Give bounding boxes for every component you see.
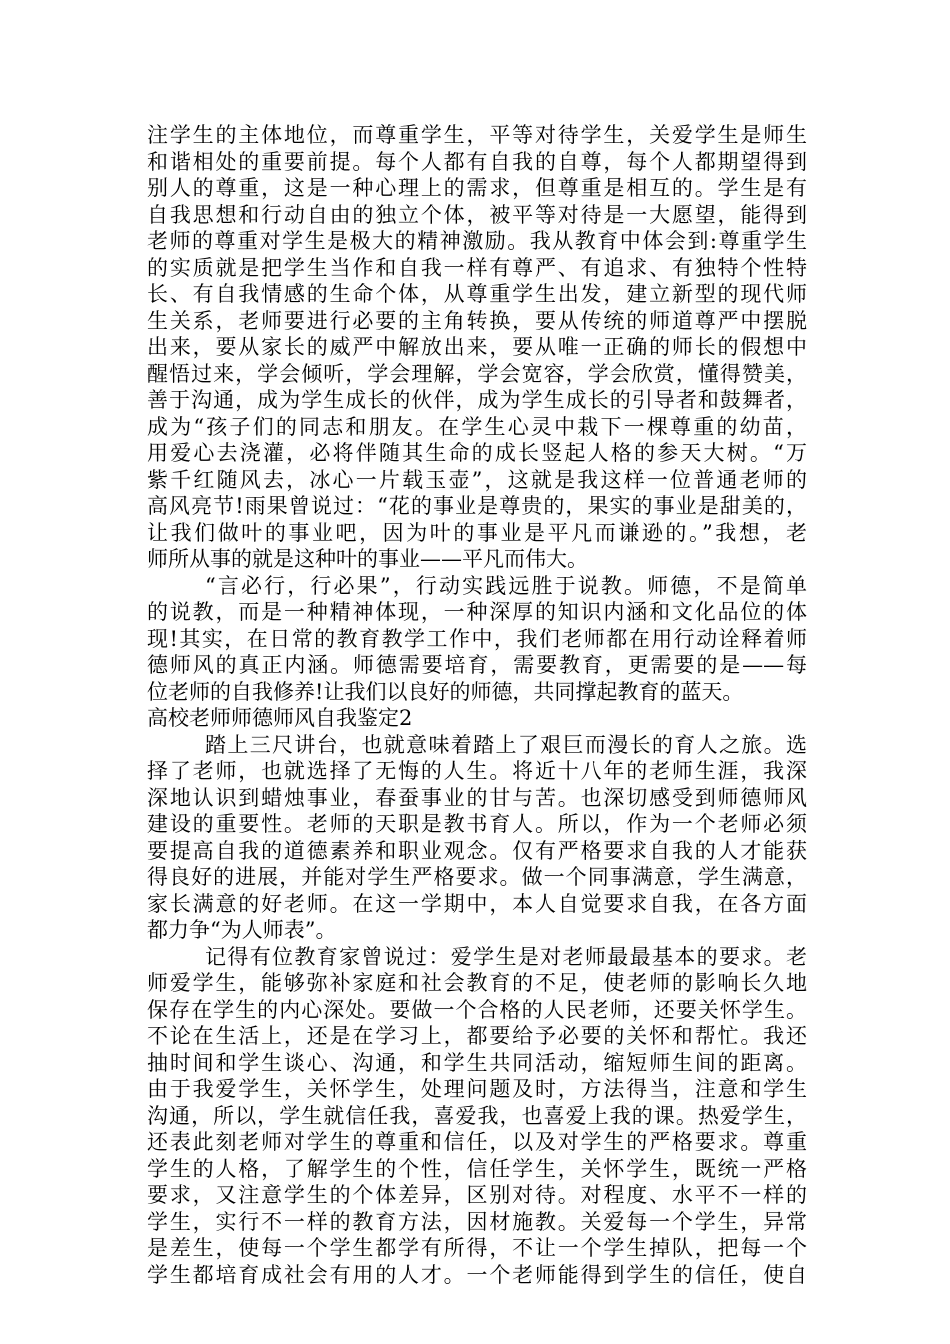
text-line: 师爱学生，能够弥补家庭和社会教育的不足，使老师的影响长久地 [147,971,807,995]
text-line: 保存在学生的内心深处。要做一个合格的人民老师，还要关怀学生。 [147,997,807,1022]
text-line: 让我们做叶的事业吧，因为叶的事业是平凡而谦逊的。”我想，老 [147,520,807,545]
text-line: 记得有位教育家曾说过：爱学生是对老师最最基本的要求。老 [205,944,807,969]
text-line: 师所从事的就是这种叶的事业——平凡而伟大。 [147,547,588,571]
text-line: 醒悟过来，学会倾听，学会理解，学会宽容，学会欣赏，懂得赞美， [147,361,807,386]
text-line: 长、有自我情感的生命个体，从尊重学生出发，建立新型的现代师 [147,282,807,306]
text-line: 学生，实行不一样的教育方法，因材施教。关爱每一个学生，异常 [147,1209,807,1234]
text-line: 抽时间和学生谈心、沟通，和学生共同活动，缩短师生间的距离。 [147,1050,807,1075]
text-line: 沟通，所以，学生就信任我，喜爱我，也喜爱上我的课。热爱学生， [147,1103,807,1128]
text-line: 深地认识到蜡烛事业，春蚕事业的甘与苦。也深切感受到师德师风 [147,785,807,810]
text-line: 家长满意的好老师。在这一学期中，本人自觉要求自我，在各方面 [147,891,807,916]
text-line: 的说教，而是一种精神体现，一种深厚的知识内涵和文化品位的体 [147,600,807,624]
text-line: 要求，又注意学生的个体差异，区别对待。对程度、水平不一样的 [147,1183,807,1207]
text-line: 自我思想和行动自由的独立个体，被平等对待是一大愿望，能得到 [147,202,807,227]
text-line: 都力争“为人师表”。 [147,918,337,942]
text-line: 紫千红随风去，冰心一片载玉壶”，这就是我这样一位普通老师的 [147,467,807,492]
text-line: 建设的重要性。老师的天职是教书育人。所以，作为一个老师必须 [147,812,807,836]
text-line: 择了老师，也就选择了无悔的人生。将近十八年的老师生涯，我深 [147,759,807,783]
text-line: 德师风的真正内涵。师德需要培育，需要教育，更需要的是——每 [147,653,807,677]
text-line: 踏上三尺讲台，也就意味着踏上了艰巨而漫长的育人之旅。选 [205,732,807,757]
text-line: 还表此刻老师对学生的尊重和信任，以及对学生的严格要求。尊重 [147,1130,807,1154]
text-line: 的实质就是把学生当作和自我一样有尊严、有追求、有独特个性特 [147,255,807,280]
text-line: “言必行，行必果”，行动实践远胜于说教。师德，不是简单 [205,573,807,598]
text-line: 用爱心去浇灌，必将伴随其生命的成长竖起人格的参天大树。“万 [147,441,807,465]
text-line: 高风亮节!雨果曾说过：“花的事业是尊贵的，果实的事业是甜美的， [147,494,807,518]
text-line: 是差生，使每一个学生都学有所得，不让一个学生掉队，把每一个 [147,1236,807,1260]
text-line: 生关系，老师要进行必要的主角转换，要从传统的师道尊严中摆脱 [147,308,807,333]
text-line: 善于沟通，成为学生成长的伙伴，成为学生成长的引导者和鼓舞者， [147,388,807,412]
text-line: 得良好的进展，并能对学生严格要求。做一个同事满意，学生满意， [147,865,807,889]
text-line: 别人的尊重，这是一种心理上的需求，但尊重是相互的。学生是有 [147,176,807,200]
text-line: 不论在生活上，还是在学习上，都要给予必要的关怀和帮忙。我还 [147,1024,807,1048]
text-line: 成为“孩子们的同志和朋友。在学生心灵中栽下一棵尊重的幼苗， [147,414,807,439]
text-line: 学生都培育成社会有用的人才。一个老师能得到学生的信任，使自 [147,1262,807,1287]
section-heading: 高校老师师德师风自我鉴定2 [147,706,413,730]
text-line: 现!其实，在日常的教育教学工作中，我们老师都在用行动诠释着师 [147,626,807,651]
paragraph-love-students [147,944,807,1289]
paragraph-teaching-journey [147,732,807,944]
text-line: 位老师的自我修养!让我们以良好的师德，共同撑起教育的蓝天。 [147,679,744,704]
paragraph-action-over-words [147,573,807,706]
paragraph-respect-students [147,122,807,573]
text-line: 要提高自我的道德素养和职业观念。仅有严格要求自我的人才能获 [147,838,807,863]
text-line: 和谐相处的重要前提。每个人都有自我的自尊，每个人都期望得到 [147,149,807,174]
text-line: 注学生的主体地位，而尊重学生，平等对待学生，关爱学生是师生 [147,123,807,147]
text-line: 学生的人格，了解学生的个性，信任学生，关怀学生，既统一严格 [147,1156,807,1181]
text-line: 由于我爱学生，关怀学生，处理问题及时，方法得当，注意和学生 [147,1077,807,1101]
text-line: 老师的尊重对学生是极大的精神激励。我从教育中体会到:尊重学生 [147,229,807,253]
text-line: 出来，要从家长的威严中解放出来，要从唯一正确的师长的假想中 [147,335,807,359]
document-page [147,122,807,1288]
